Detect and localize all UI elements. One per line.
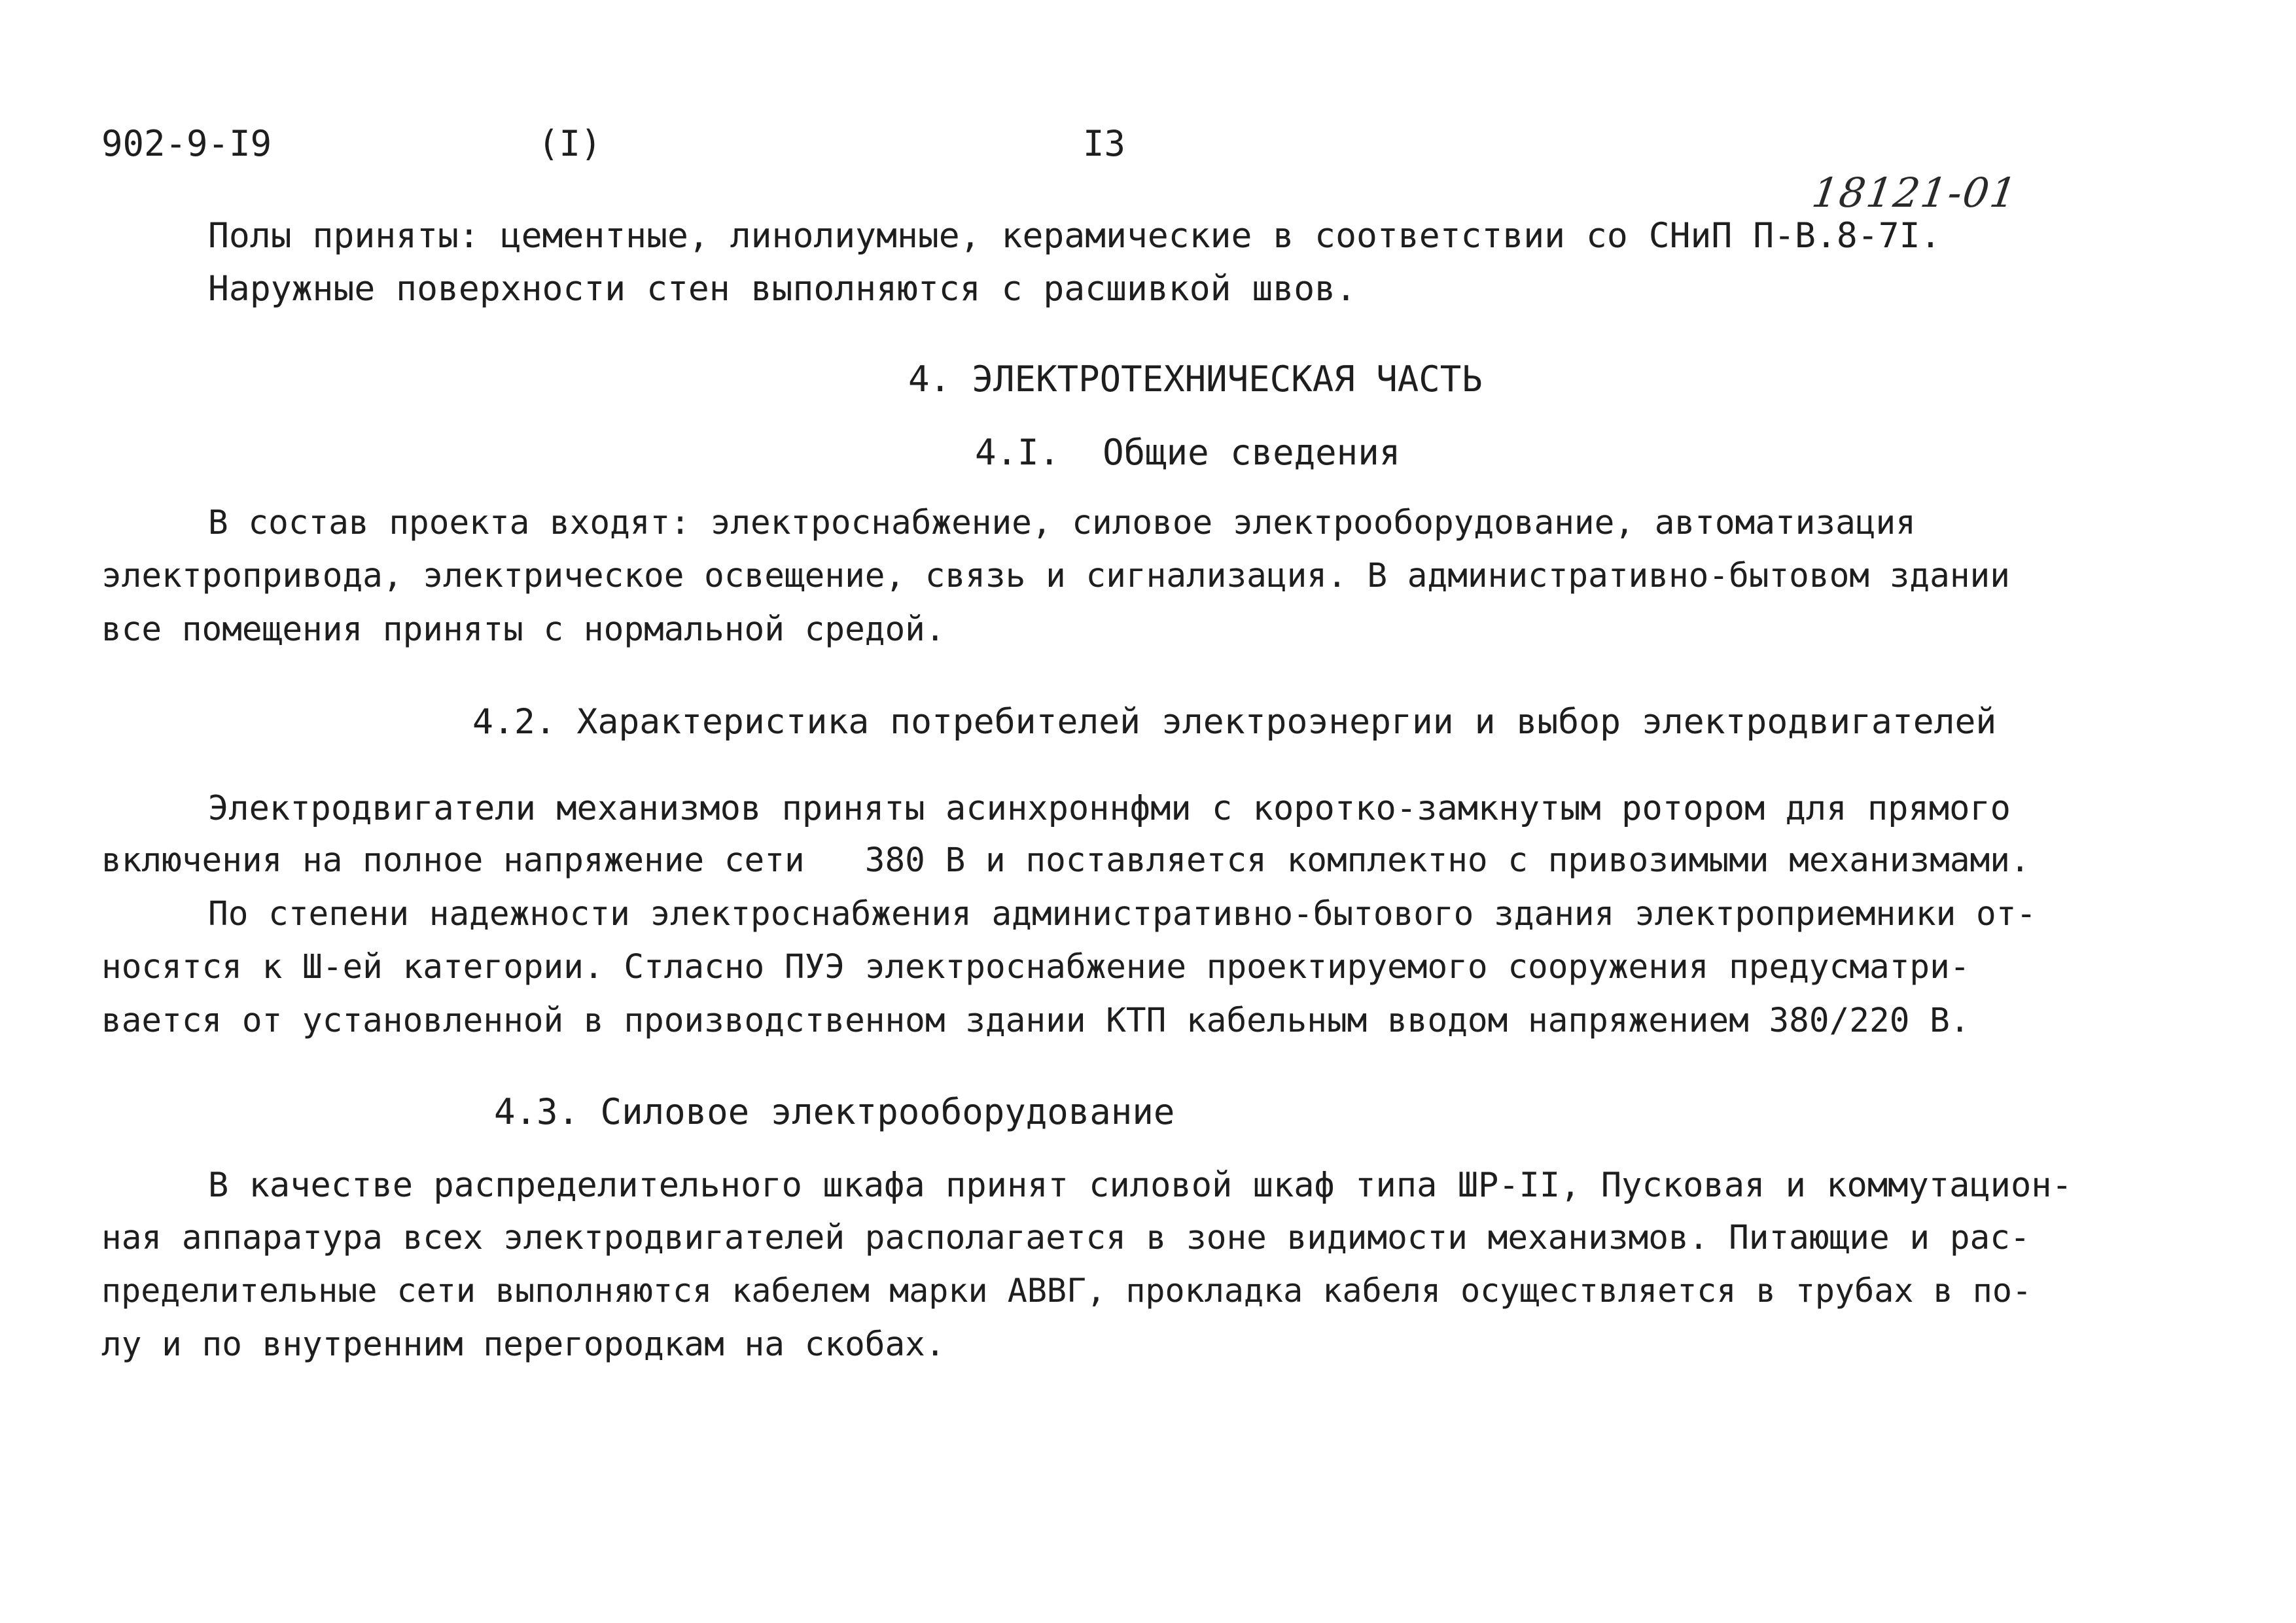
subsection-title-4-3: 4.3. Силовое электрооборудование — [494, 1091, 1175, 1132]
document-part: (I) — [538, 123, 602, 164]
intro-line: Наружные поверхности стен выполняются с расшивкой швов. — [208, 269, 1356, 309]
paragraph-line: Электродвигатели механизмов приняты асинхроннфми с коротко-замкнутым ротором для прямого — [208, 789, 2011, 828]
paragraph-line: включения на полное напряжение сети 380 В и поставляется комплектно с привозимыми механизмами. — [101, 841, 2030, 880]
document-code: 902-9-I9 — [101, 123, 272, 164]
paragraph-line: ная аппаратура всех электродвигателей располагается в зоне видимости механизмов. Питающие и рас- — [101, 1219, 2030, 1257]
page-number: I3 — [1083, 123, 1126, 164]
handwritten-inventory-number: 18121-01 — [1809, 169, 2021, 217]
paragraph-line: В качестве распределительного шкафа принят силовой шкаф типа ШР-II, Пусковая и коммутацион- — [208, 1166, 2072, 1205]
subsection-title-4-2: 4.2. Характеристика потребителей электроэнергии и выбор электродвигателей — [472, 702, 1997, 742]
paragraph-line: носятся к Ш-ей категории. Стласно ПУЭ электроснабжение проектируемого сооружения предусматри- — [101, 948, 1970, 986]
paragraph-line: пределительные сети выполняются кабелем марки АВВГ, прокладка кабеля осуществляется в трубах в по- — [101, 1272, 2032, 1310]
paragraph-line: лу и по внутренним перегородкам на скобах. — [101, 1325, 945, 1364]
paragraph-line: все помещения приняты с нормальной средой. — [101, 610, 945, 649]
paragraph-line: вается от установленной в производственном здании КТП кабельным вводом напряжением 380/220 В. — [101, 1002, 1970, 1040]
intro-line: Полы приняты: цементные, линолиумные, керамические в соответствии со СНиП П-В.8-7I. — [208, 216, 1941, 256]
paragraph-line: электропривода, электрическое освещение, связь и сигнализация. В административно-бытовом здании — [101, 557, 2010, 595]
paragraph-line: По степени надежности электроснабжения административно-бытового здания электроприемники от- — [208, 895, 2037, 934]
subsection-title-4-1: 4.I. Общие сведения — [975, 432, 1401, 473]
section-title: 4. ЭЛЕКТРОТЕХНИЧЕСКАЯ ЧАСТЬ — [908, 358, 1483, 400]
paragraph-line: В состав проекта входят: электроснабжение, силовое электрооборудование, автоматизация — [208, 504, 1916, 542]
